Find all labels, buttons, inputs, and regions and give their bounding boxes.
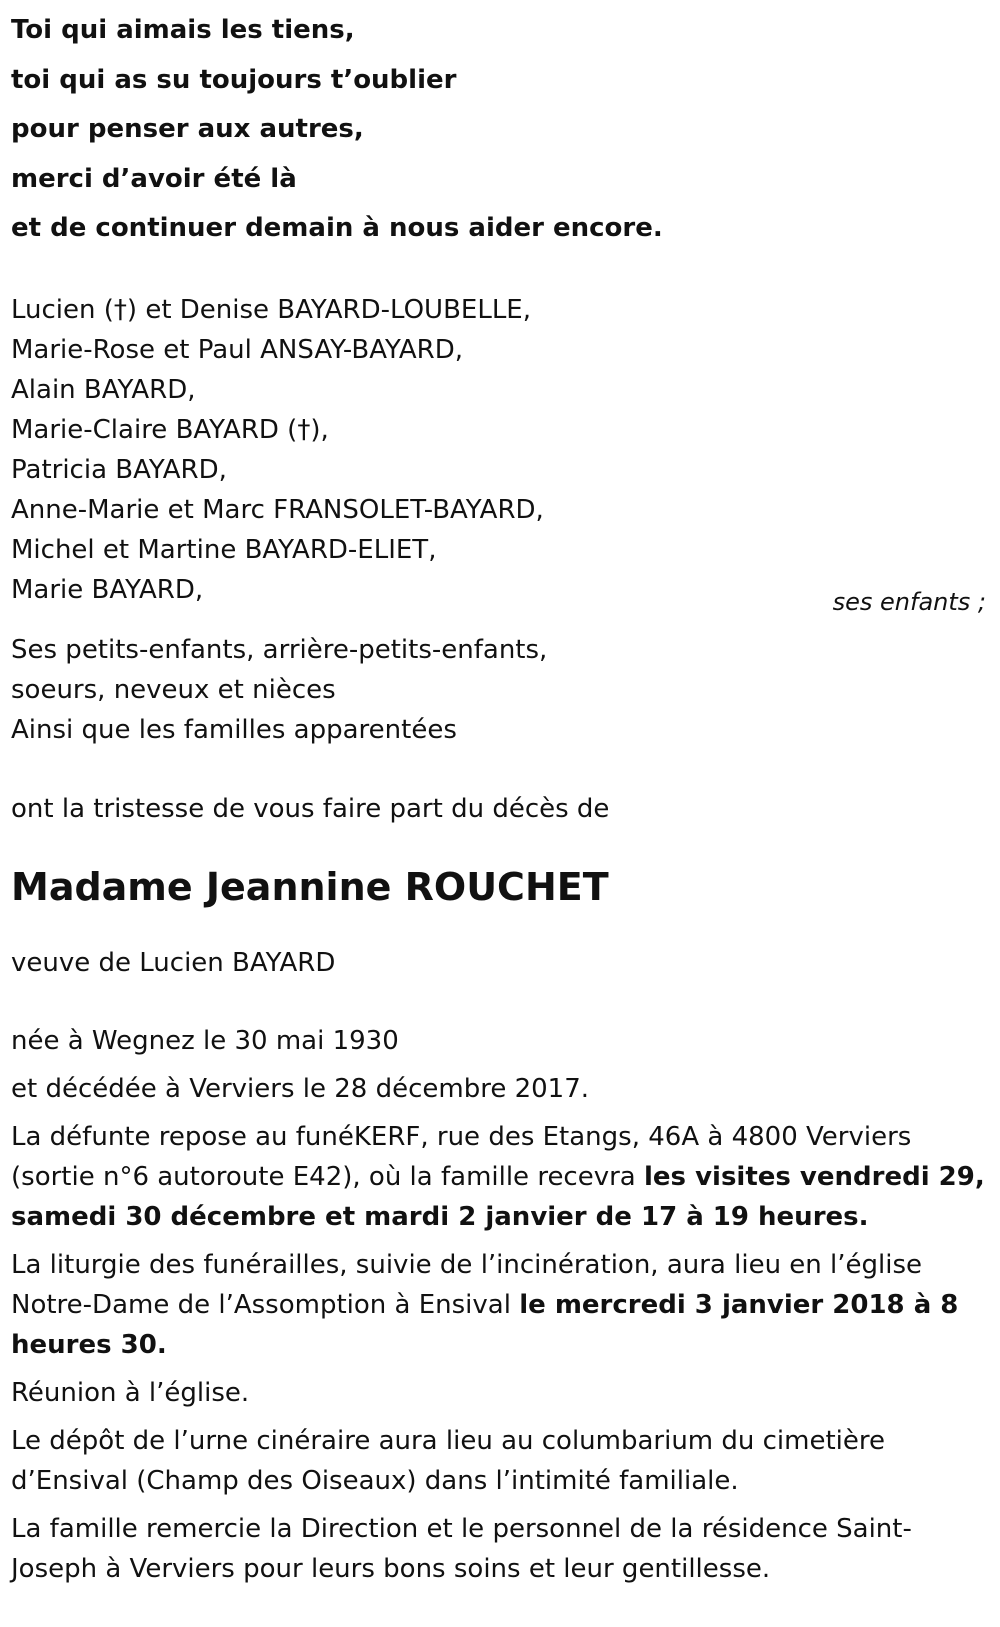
family-member: Michel et Martine BAYARD-ELIET,	[11, 534, 437, 565]
children-list	[11, 290, 986, 610]
deceased-name: Madame Jeannine ROUCHET	[11, 864, 609, 909]
relatives-list	[11, 630, 986, 750]
family-member: Patricia BAYARD,	[11, 454, 227, 485]
family-member: Marie BAYARD,	[11, 574, 204, 605]
poem-line: merci d’avoir été là	[11, 163, 297, 194]
family-member: Alain BAYARD,	[11, 374, 196, 405]
visits-schedule: les visites vendredi 29, samedi 30 décembre et mardi 2 janvier de 17 à 19 heures.	[11, 1161, 985, 1232]
relatives-line: Ses petits-enfants, arrière-petits-enfants,	[11, 634, 548, 665]
repose-text: La défunte repose au funéKERF, rue des Etangs, 46A à 4800 Verviers (sortie n°6 autoroute E42), où la famille recevra	[11, 1121, 912, 1192]
family-member: Marie-Claire BAYARD (†),	[11, 414, 329, 445]
death-info: et décédée à Verviers le 28 décembre 2017.	[11, 1073, 590, 1104]
repose-paragraph	[11, 1117, 986, 1237]
liturgy-paragraph	[11, 1245, 986, 1365]
reunion-line: Réunion à l’église.	[11, 1377, 250, 1408]
poem-line: et de continuer demain à nous aider encore.	[11, 213, 663, 243]
poem-line: pour penser aux autres,	[11, 114, 364, 144]
poem-line: toi qui as su toujours t’oublier	[11, 64, 457, 95]
liturgy-text: La liturgie des funérailles, suivie de l’incinération, aura lieu en l’église Notre-Dame de l’Assomption à Ensival	[11, 1249, 923, 1320]
family-member: Marie-Rose et Paul ANSAY-BAYARD,	[11, 334, 463, 365]
family-member: Anne-Marie et Marc FRANSOLET-BAYARD,	[11, 494, 544, 525]
liturgy-date: le mercredi 3 janvier 2018 à 8 heures 30.	[11, 1289, 959, 1360]
relatives-line: Ainsi que les familles apparentées	[11, 714, 457, 745]
announcement-line: ont la tristesse de vous faire part du décès de	[11, 793, 610, 824]
birth-info: née à Wegnez le 30 mai 1930	[11, 1025, 399, 1056]
poem	[11, 0, 986, 254]
relatives-line: soeurs, neveux et nièces	[11, 674, 336, 705]
poem-line: Toi qui aimais les tiens,	[11, 15, 355, 45]
widow-of: veuve de Lucien BAYARD	[11, 947, 336, 978]
family-member: Lucien (†) et Denise BAYARD-LOUBELLE,	[11, 294, 531, 325]
urn-paragraph: Le dépôt de l’urne cinéraire aura lieu au columbarium du cimetière d’Ensival (Champ des Oiseaux) dans l’intimité familiale.	[11, 1425, 886, 1496]
thanks-paragraph: La famille remercie la Direction et le personnel de la résidence Saint-Joseph à Verviers pour leurs bons soins et leur gentillesse.	[11, 1513, 912, 1584]
obituary-notice	[11, 0, 986, 1589]
children-label: ses enfants ;	[832, 588, 986, 616]
